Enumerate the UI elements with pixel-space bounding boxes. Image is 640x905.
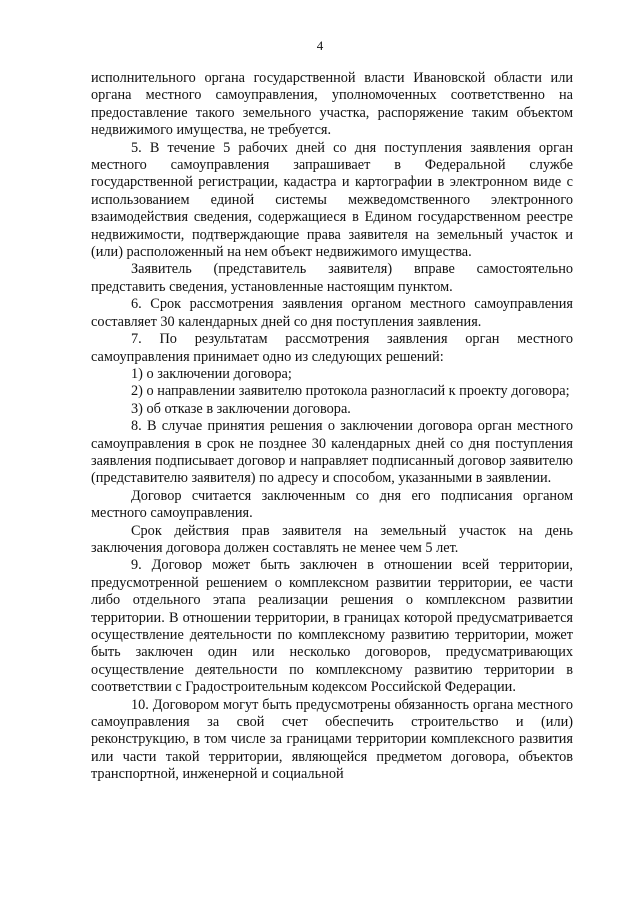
paragraph-item-10: 10. Договором могут быть предусмотрены обязанность органа местного самоуправления за свой счет обеспечить строительство и (или) реконструкцию, в том числе за границами территории комплексного развития или части такой территории, являющейся предметом договора, объектов транспортной, инженерной и социальной [91, 696, 573, 783]
document-body [91, 70, 573, 784]
paragraph-item-8: 8. В случае принятия решения о заключении договора орган местного самоуправления в срок не позднее 30 календарных дней со дня поступления заявления подписывает договор и направляет подписанный договор заявителю (представителю заявителя) по адресу и способом, указанными в заявлении. [91, 418, 573, 487]
paragraph-continuation: исполнительного органа государственной власти Ивановской области или органа местного самоуправления, уполномоченных соответственно на предоставление такого земельного участка, распоряжение таким объектом недвижимого имущества, не требуется. [91, 70, 573, 139]
page-number: 4 [316, 38, 324, 53]
paragraph-item-9: 9. Договор может быть заключен в отношении всей территории, предусмотренной решением о комплексном развитии территории, ее части либо отдельного этапа реализации решения о комплексном развитии территории. В отношении территории, в границах которой предусматривается осуществление деятельности по комплексному развитию территории, может быть заключен один или несколько договоров, предусматривающих осуществление деятельности по комплексному развитию территории в соответствии с Градостроительным кодексом Российской Федерации. [91, 557, 573, 696]
paragraph-rights-term: Срок действия прав заявителя на земельный участок на день заключения договора должен составлять не менее чем 5 лет. [91, 522, 573, 556]
paragraph-item-5: 5. В течение 5 рабочих дней со дня поступления заявления орган местного самоуправления запрашивает в Федеральной службе государственной регистрации, кадастра и картографии в электронном виде с использованием единой системы межведомственного электронного взаимодействия сведения, содержащиеся в Едином государственном реестре недвижимости, подтверждающие права заявителя на земельный участок и (или) расположенный на нем объект недвижимого имущества. [91, 139, 573, 261]
paragraph-item-6: 6. Срок рассмотрения заявления органом местного самоуправления составляет 30 календарных дней со дня поступления заявления. [91, 296, 573, 330]
list-item-decision-3: 3) об отказе в заключении договора. [131, 400, 351, 417]
list-item-decision-1: 1) о заключении договора; [131, 365, 292, 382]
paragraph-item-7: 7. По результатам рассмотрения заявления орган местного самоуправления принимает одно из следующих решений: [91, 331, 573, 365]
paragraph-contract-concluded: Договор считается заключенным со дня его подписания органом местного самоуправления. [91, 487, 573, 522]
list-item-decision-2: 2) о направлении заявителю протокола разногласий к проекту договора; [131, 383, 570, 400]
paragraph-applicant-right: Заявитель (представитель заявителя) вправе самостоятельно представить сведения, установленные настоящим пунктом. [91, 261, 573, 295]
